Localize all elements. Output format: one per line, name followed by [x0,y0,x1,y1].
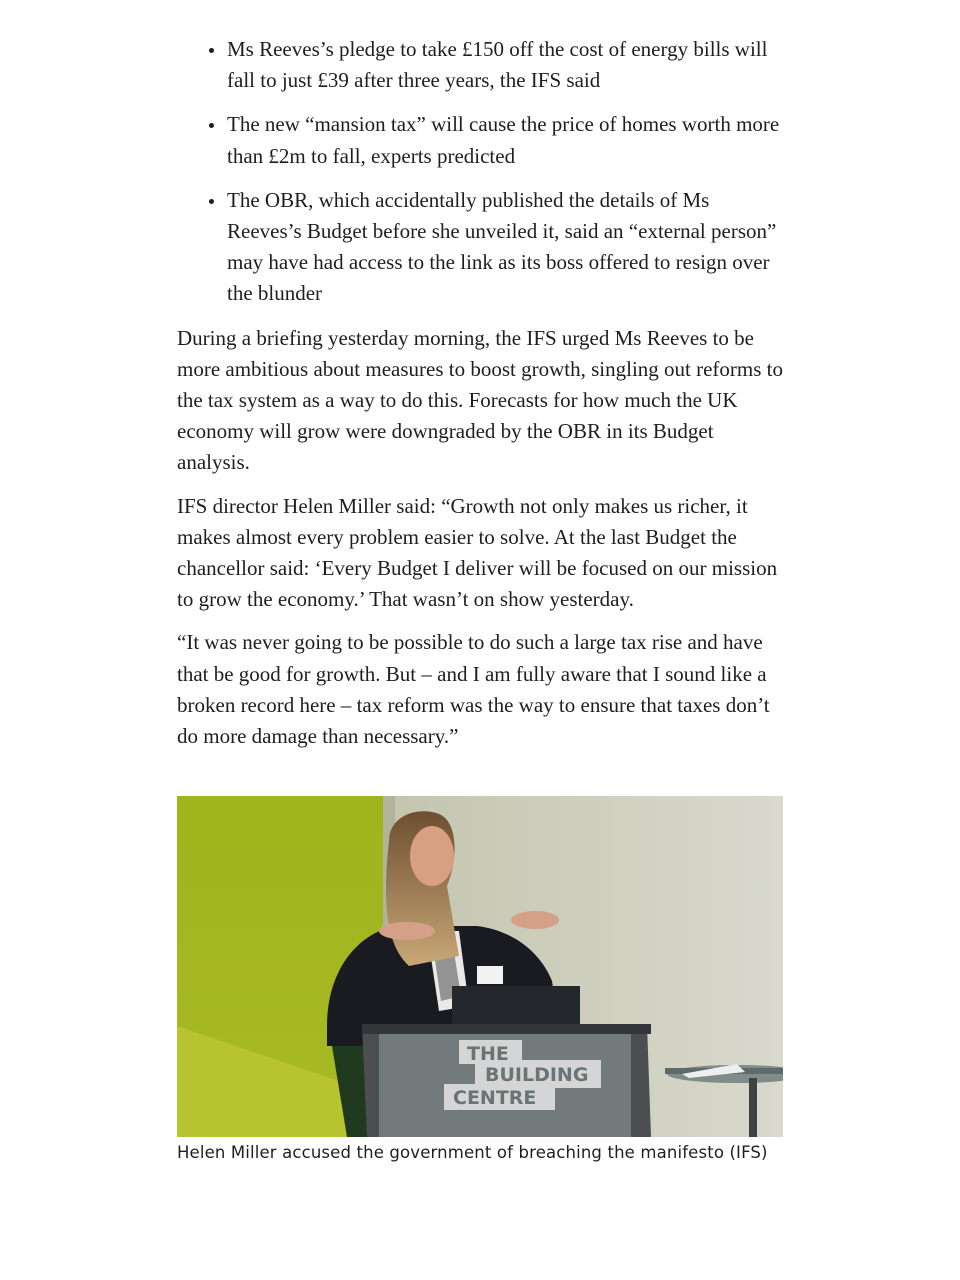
lectern-sign-line: BUILDING [485,1064,589,1086]
lectern-sign-line: CENTRE [453,1087,537,1109]
article-paragraph: IFS director Helen Miller said: “Growth not only makes us richer, it makes almost every problem easier to solve. At the last Budget the chancellor said: ‘Every Budget I deliver will be focused on our mission to grow the economy.’ That wasn’t on show yesterday. [177,493,778,612]
bullet-item: The OBR, which accidentally published the details of Ms Reeves’s Budget before she unveiled it, said an “external person” may have had access to the link as its boss offered to resign over the blunder [177,185,783,310]
article-paragraph: During a briefing yesterday morning, the IFS urged Ms Reeves to be more ambitious about measures to boost growth, singling out reforms to the tax system as a way to do this. Forecasts for how much the UK economy will grow were downgraded by the OBR in its Budget analysis. [177,325,784,475]
speaker-photo [177,796,783,1137]
lectern-sign-line: THE [467,1043,509,1065]
article-body [177,34,783,764]
article-paragraph: “It was never going to be possible to do such a large tax rise and have that be good for growth. But – and I am fully aware that I sound like a broken record here – tax reform was the way to ensure that taxes don’t do more damage than necessary.” [177,630,770,749]
article-figure [177,796,783,1164]
key-points-list [177,34,783,310]
bullet-item: Ms Reeves’s pledge to take £150 off the cost of energy bills will fall to just £39 after three years, the IFS said [177,34,783,96]
bullet-item: The new “mansion tax” will cause the price of homes worth more than £2m to fall, experts predicted [177,109,783,171]
photo-caption: Helen Miller accused the government of breaching the manifesto (IFS) [177,1143,768,1162]
